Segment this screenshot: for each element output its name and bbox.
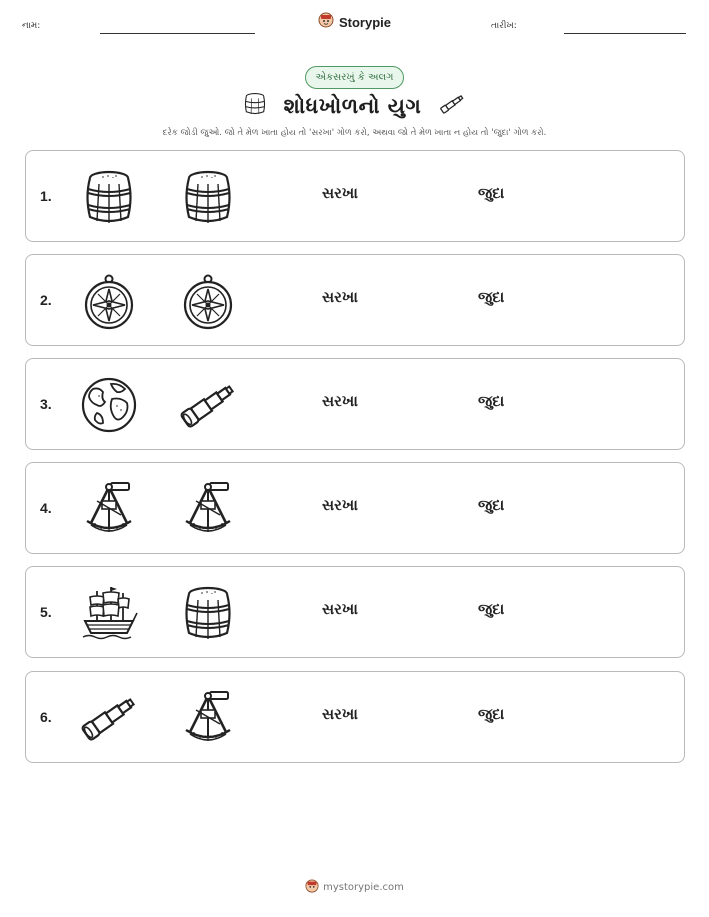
different-option[interactable]: જુદા — [478, 600, 505, 618]
same-option[interactable]: સરખા — [322, 600, 358, 618]
name-label: નામ: — [22, 21, 41, 31]
barrel-icon — [242, 91, 268, 121]
brand-name: Storypie — [338, 14, 391, 30]
different-option[interactable]: જુદા — [478, 705, 505, 723]
different-option[interactable]: જુદા — [478, 496, 505, 514]
row-number: 5. — [40, 604, 52, 620]
different-option[interactable]: જુદા — [478, 392, 505, 410]
same-option[interactable]: સરખા — [322, 392, 358, 410]
storypie-logo-icon — [318, 12, 334, 32]
page-title: શોધખોળનો યુગ — [283, 93, 422, 118]
barrel-icon — [79, 167, 139, 227]
same-option[interactable]: સરખા — [322, 496, 358, 514]
barrel-icon — [178, 167, 238, 227]
storypie-logo-icon — [305, 879, 319, 896]
same-option[interactable]: સરખા — [322, 705, 358, 723]
same-option[interactable]: સરખા — [322, 288, 358, 306]
exercise-row — [25, 358, 685, 450]
barrel-icon — [178, 583, 238, 643]
exercise-row — [25, 566, 685, 658]
different-option[interactable]: જુદા — [478, 288, 505, 306]
sextant-icon — [178, 479, 238, 539]
row-number: 2. — [40, 292, 52, 308]
footer-url[interactable]: mystorypie.com — [323, 882, 404, 893]
name-line[interactable] — [100, 33, 255, 34]
exercise-row — [25, 462, 685, 554]
ship-icon — [79, 583, 139, 643]
exercise-row — [25, 671, 685, 763]
sextant-icon — [178, 688, 238, 748]
telescope-icon — [79, 688, 139, 748]
row-number: 3. — [40, 396, 52, 412]
compass-icon — [79, 271, 139, 331]
worksheet-type-badge: એકસરખું કે અલગ — [305, 66, 404, 89]
telescope-icon — [178, 375, 238, 435]
title-row — [0, 90, 709, 122]
brand — [0, 12, 709, 32]
sextant-icon — [79, 479, 139, 539]
same-option[interactable]: સરખા — [322, 184, 358, 202]
compass-icon — [178, 271, 238, 331]
exercise-row — [25, 254, 685, 346]
row-number: 1. — [40, 188, 52, 204]
telescope-icon — [437, 91, 467, 121]
footer — [0, 879, 709, 896]
date-line[interactable] — [564, 33, 686, 34]
date-label: તારીખ: — [491, 21, 517, 31]
globe-icon — [79, 375, 139, 435]
different-option[interactable]: જુદા — [478, 184, 505, 202]
exercise-row — [25, 150, 685, 242]
row-number: 4. — [40, 500, 52, 516]
instructions: દરેક જોડી જુઓ. જો તે મેળ ખાતા હોય તો 'સરખા' ગોળ કરો, અથવા જો તે મેળ ખાતા ન હોય તો 'જુદા' ગોળ કરો. — [162, 128, 547, 138]
row-number: 6. — [40, 709, 52, 725]
